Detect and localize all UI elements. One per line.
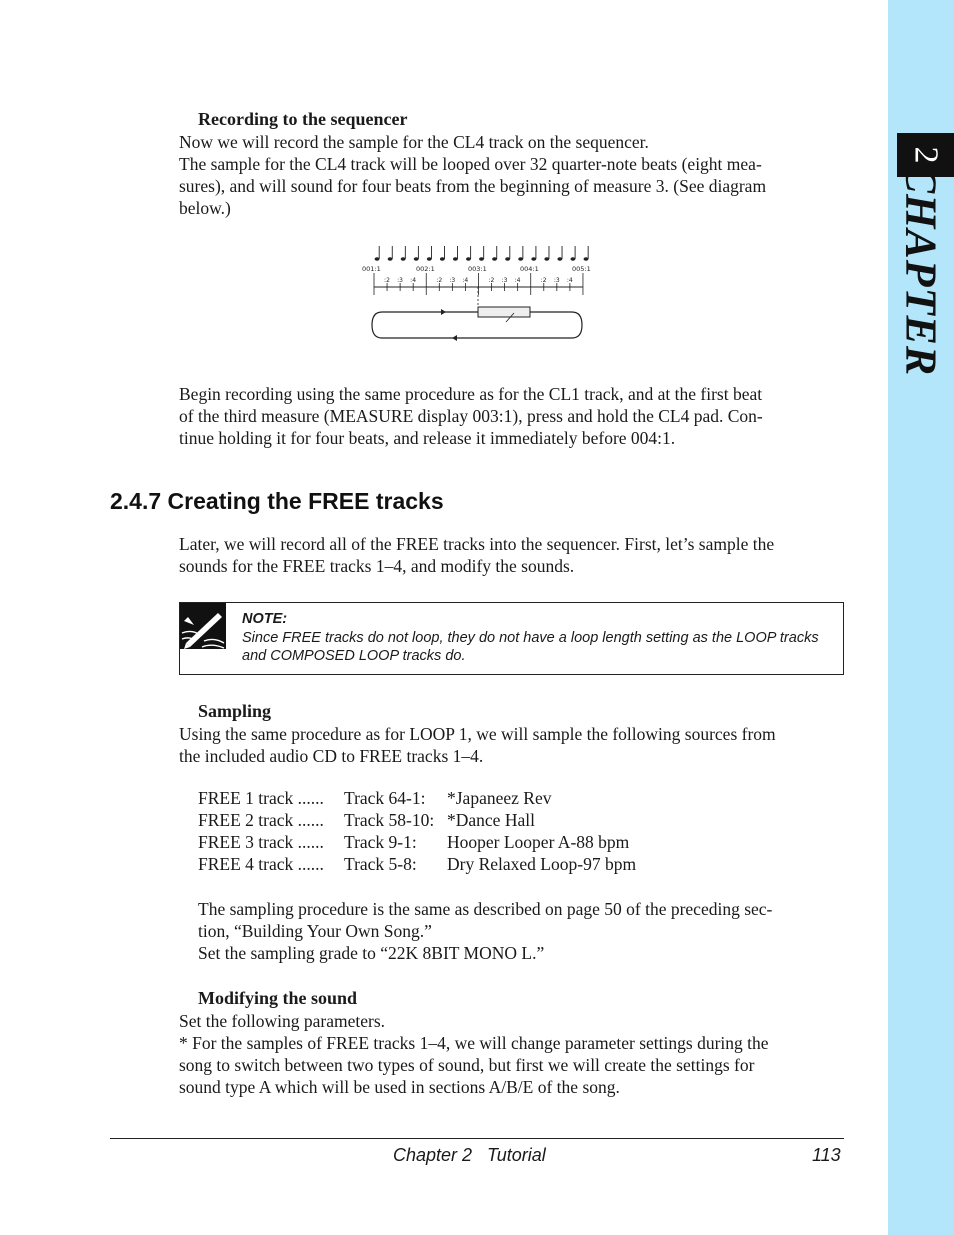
beat-label: :4 xyxy=(514,277,521,284)
paragraph-recording xyxy=(179,131,844,219)
track-name: FREE 2 track ...... xyxy=(198,810,324,830)
paragraph-begin xyxy=(179,383,844,449)
note-text xyxy=(242,629,838,665)
paragraph-later xyxy=(179,533,844,577)
beat-label: :2 xyxy=(488,277,495,284)
text-line: The sampling procedure is the same as described on page 50 of the preceding sec- xyxy=(198,899,773,919)
track-source: *Japaneez Rev xyxy=(447,788,552,808)
beat-label: :3 xyxy=(553,277,560,284)
measure-label: 002:1 xyxy=(416,265,435,273)
note-box xyxy=(179,602,844,675)
footer-rule xyxy=(110,1138,844,1139)
chapter-number: 2 xyxy=(907,146,945,164)
track-source: Hooper Looper A-88 bpm xyxy=(447,832,630,852)
note-pencil-icon xyxy=(180,603,226,649)
quarter-note xyxy=(401,257,406,261)
timeline-ticks xyxy=(374,273,583,295)
arrow-left xyxy=(452,335,457,341)
note-line: Since FREE tracks do not loop, they do not have a loop length setting as the LOOP tracks xyxy=(242,630,819,646)
text-line: The sample for the CL4 track will be looped over 32 quarter-note beats (eight mea- xyxy=(179,154,762,174)
quarter-note xyxy=(584,257,589,261)
beat-label: :2 xyxy=(436,277,443,284)
text-line: sound type A which will be used in sections A/B/E of the song. xyxy=(179,1077,620,1097)
quarter-note xyxy=(414,257,419,261)
loop-diagram xyxy=(362,240,592,345)
beat-label: :2 xyxy=(384,277,390,284)
beat-label: :4 xyxy=(462,277,469,284)
paragraph-sampling xyxy=(179,723,844,767)
beat-label: :2 xyxy=(540,277,547,284)
quarter-note xyxy=(518,257,523,261)
quarter-note-row xyxy=(375,246,589,261)
quarter-note xyxy=(492,257,497,261)
measure-label: 004:1 xyxy=(520,265,539,273)
measure-label: 005:1 xyxy=(572,265,591,273)
quarter-note xyxy=(453,257,458,261)
section-heading-2-4-7: 2.4.7 Creating the FREE tracks xyxy=(110,488,444,514)
track-number: Track 9-1: xyxy=(344,832,417,852)
text-line: sounds for the FREE tracks 1–4, and modify the sounds. xyxy=(179,556,575,576)
quarter-note xyxy=(544,257,549,261)
text-line: Now we will record the sample for the CL4 track on the sequencer. xyxy=(179,132,649,152)
text-line: Later, we will record all of the FREE tracks into the sequencer. First, let’s sample the xyxy=(179,534,775,554)
quarter-note xyxy=(440,257,445,261)
text-line: below.) xyxy=(179,198,231,218)
note-line: and COMPOSED LOOP tracks do. xyxy=(242,648,466,664)
footer-page-number: 113 xyxy=(812,1145,841,1165)
measure-label: 003:1 xyxy=(468,265,487,273)
beat-label: :3 xyxy=(449,277,456,284)
quarter-note xyxy=(375,257,380,261)
quarter-note xyxy=(466,257,471,261)
track-name: FREE 1 track ...... xyxy=(198,788,324,808)
track-name: FREE 4 track ...... xyxy=(198,854,324,874)
beat-label: :3 xyxy=(501,277,508,284)
heading-recording: Recording to the sequencer xyxy=(198,109,408,129)
arrow-right xyxy=(441,309,446,315)
chapter-word: CHAPTER xyxy=(896,163,946,377)
sample-region xyxy=(478,307,530,317)
quarter-note xyxy=(427,257,432,261)
track-number: Track 5-8: xyxy=(344,854,417,874)
text-line: tion, “Building Your Own Song.” xyxy=(198,921,432,941)
track-number: Track 64-1: xyxy=(344,788,426,808)
track-number: Track 58-10: xyxy=(344,810,435,830)
paragraph-procedure xyxy=(198,898,844,964)
quarter-note xyxy=(557,257,562,261)
text-line: tinue holding it for four beats, and release it immediately before 004:1. xyxy=(179,428,676,448)
text-line: Using the same procedure as for LOOP 1, we will sample the following sources from xyxy=(179,724,776,744)
paragraph-modifying xyxy=(179,1010,844,1098)
note-title: NOTE: xyxy=(242,611,288,627)
text-line: sures), and will sound for four beats from the beginning of measure 3. (See diagram xyxy=(179,176,767,196)
quarter-note xyxy=(479,257,484,261)
text-line: Begin recording using the same procedure as for the CL1 track, and at the first beat xyxy=(179,384,763,404)
heading-sampling: Sampling xyxy=(198,701,272,721)
text-line: * For the samples of FREE tracks 1–4, we will change parameter settings during the xyxy=(179,1033,769,1053)
track-name: FREE 3 track ...... xyxy=(198,832,324,852)
text-line: Set the following parameters. xyxy=(179,1011,386,1031)
quarter-note xyxy=(388,257,393,261)
quarter-note xyxy=(571,257,576,261)
heading-modifying: Modifying the sound xyxy=(198,988,358,1008)
footer-chapter-label: Chapter 2 Tutorial xyxy=(393,1145,546,1165)
beat-label: :4 xyxy=(566,277,573,284)
loop-path xyxy=(372,312,582,338)
text-line: song to switch between two types of sound, but first we will create the settings for xyxy=(179,1055,755,1075)
beat-label: :3 xyxy=(397,277,403,284)
track-source: *Dance Hall xyxy=(447,810,535,830)
text-line: the included audio CD to FREE tracks 1–4. xyxy=(179,746,484,766)
quarter-note xyxy=(531,257,536,261)
quarter-note xyxy=(505,257,510,261)
measure-label: 001:1 xyxy=(362,265,381,273)
text-line: Set the sampling grade to “22K 8BIT MONO L.” xyxy=(198,943,545,963)
text-line: of the third measure (MEASURE display 003:1), press and hold the CL4 pad. Con- xyxy=(179,406,763,426)
beat-label: :4 xyxy=(410,277,417,284)
track-source: Dry Relaxed Loop-97 bpm xyxy=(447,854,637,874)
